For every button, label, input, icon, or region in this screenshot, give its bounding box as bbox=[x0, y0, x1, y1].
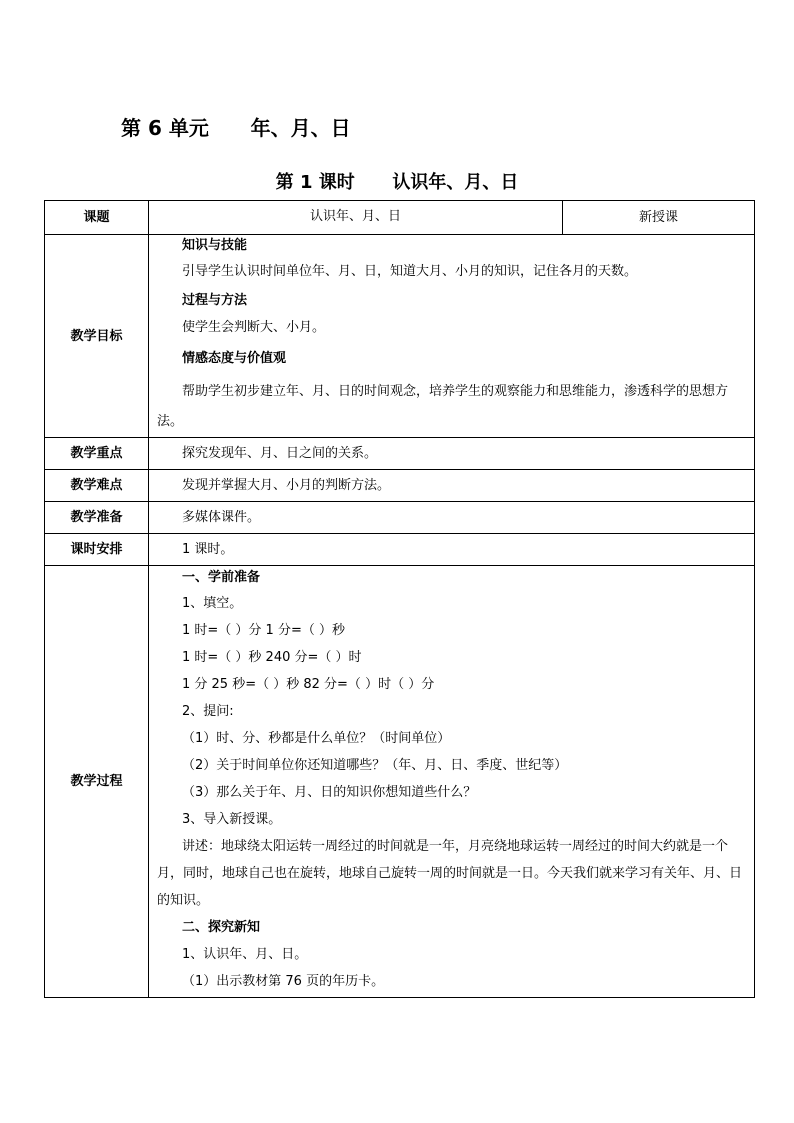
goals-heading-knowledge: 知识与技能 bbox=[182, 238, 248, 253]
process-line: 2、提问: bbox=[182, 704, 234, 719]
schedule-value bbox=[149, 534, 755, 566]
goals-text-process: 使学生会判断大、小月。 bbox=[182, 320, 326, 335]
schedule-text: 1 课时。 bbox=[182, 542, 234, 557]
schedule-label: 课时安排 bbox=[45, 534, 149, 566]
row-difficulty bbox=[45, 470, 755, 502]
prep-value bbox=[149, 502, 755, 534]
process-line: （3）那么关于年、月、日的知识你想知道些什么？ bbox=[182, 785, 477, 800]
key-text: 探究发现年、月、日之间的关系。 bbox=[182, 446, 378, 461]
process-line: 1、认识年、月、日。 bbox=[182, 947, 308, 962]
key-value bbox=[149, 438, 755, 470]
lesson-plan-table bbox=[44, 200, 755, 998]
process-line: 1 分 25 秒=（ ）秒 82 分=（ ）时（ ）分 bbox=[182, 677, 435, 692]
process-line: （1）时、分、秒都是什么单位？（时间单位） bbox=[182, 731, 451, 746]
process-section-2: 二、探究新知 bbox=[182, 920, 261, 935]
topic-type: 新授课 bbox=[563, 201, 755, 235]
goals-text-emotion: 帮助学生初步建立年、月、日的时间观念，培养学生的观察能力和思维能力，渗透科学的思想方法。 bbox=[157, 384, 729, 429]
row-schedule bbox=[45, 534, 755, 566]
goals-text-knowledge: 引导学生认识时间单位年、月、日，知道大月、小月的知识，记住各月的天数。 bbox=[182, 264, 638, 279]
process-section-1: 一、学前准备 bbox=[182, 570, 261, 585]
topic-label: 课题 bbox=[45, 201, 149, 235]
row-preparation bbox=[45, 502, 755, 534]
goals-heading-process: 过程与方法 bbox=[182, 293, 248, 308]
difficulty-value bbox=[149, 470, 755, 502]
process-line: 1 时=（ ）秒 240 分=（ ）时 bbox=[182, 650, 362, 665]
lesson-title: 第 1 课时 认识年、月、日 bbox=[275, 172, 519, 193]
process-paragraph: 讲述：地球绕太阳运转一周经过的时间就是一年，月亮绕地球运转一周经过的时间大约就是一个月，同时，地球自己也在旋转，地球自己旋转一周的时间就是一日。今天我们就来学习有关年、月、日的知识。 bbox=[157, 839, 743, 908]
process-line: 1、填空。 bbox=[182, 596, 243, 611]
row-topic bbox=[45, 201, 755, 235]
prep-text: 多媒体课件。 bbox=[182, 510, 261, 525]
row-process bbox=[45, 566, 755, 998]
goals-label: 教学目标 bbox=[45, 235, 149, 438]
process-line: （2）关于时间单位你还知道哪些？（年、月、日、季度、世纪等） bbox=[182, 758, 568, 773]
topic-value: 认识年、月、日 bbox=[149, 201, 563, 235]
row-goals bbox=[45, 235, 755, 438]
process-line: （1）出示教材第 76 页的年历卡。 bbox=[182, 974, 385, 989]
process-content bbox=[149, 566, 755, 998]
goals-heading-emotion: 情感态度与价值观 bbox=[182, 351, 287, 366]
process-label: 教学过程 bbox=[45, 566, 149, 998]
difficulty-label: 教学难点 bbox=[45, 470, 149, 502]
prep-label: 教学准备 bbox=[45, 502, 149, 534]
process-line: 1 时=（ ）分 1 分=（ ）秒 bbox=[182, 623, 345, 638]
difficulty-text: 发现并掌握大月、小月的判断方法。 bbox=[182, 478, 391, 493]
unit-title: 第 6 单元 年、月、日 bbox=[121, 116, 351, 140]
process-line: 3、导入新授课。 bbox=[182, 812, 282, 827]
row-key-point bbox=[45, 438, 755, 470]
goals-content bbox=[149, 235, 755, 438]
key-label: 教学重点 bbox=[45, 438, 149, 470]
